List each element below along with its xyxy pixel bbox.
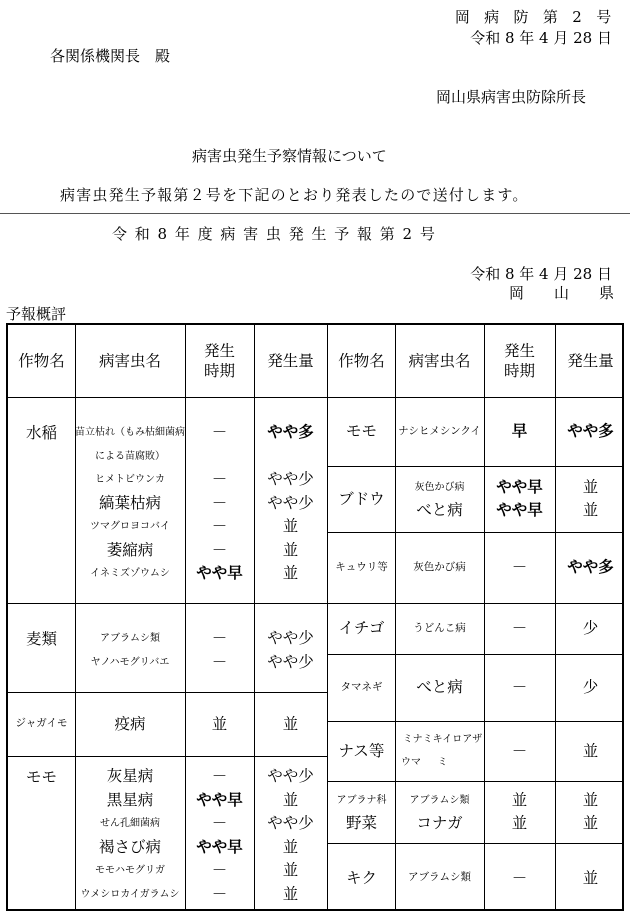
header-pest: 病害虫名 bbox=[98, 351, 161, 370]
timing-value: － bbox=[511, 619, 528, 638]
forecast-table bbox=[6, 323, 624, 911]
amount-value: 並 bbox=[582, 790, 599, 809]
body-text: 病害虫発生予報第２号を下記のとおり発表したので送付します。 bbox=[60, 186, 529, 204]
timing-value: － bbox=[511, 558, 528, 577]
amount-value: 並 bbox=[582, 741, 599, 760]
crop-name: 麦類 bbox=[25, 630, 57, 648]
timing-value: － bbox=[211, 470, 228, 488]
subject: 病害虫発生予察情報について bbox=[192, 147, 387, 165]
crop-name: キク bbox=[345, 868, 377, 887]
amount-value: 並 bbox=[282, 790, 299, 809]
crop-name bbox=[328, 781, 395, 843]
pest-name: 灰色かび病 bbox=[414, 481, 465, 493]
amount-value: 並 bbox=[282, 540, 299, 559]
header-timing bbox=[484, 325, 555, 397]
addressee: 各関係機関長 殿 bbox=[50, 47, 171, 65]
header-amount: 発生量 bbox=[567, 351, 614, 370]
amount-value: やや少 bbox=[267, 629, 314, 647]
timing-list bbox=[484, 781, 555, 843]
amount-value: 並 bbox=[582, 814, 599, 832]
crop-name-line2: 野菜 bbox=[345, 814, 377, 832]
timing-list bbox=[185, 627, 254, 674]
pest-name: 灰星病 bbox=[106, 767, 154, 785]
timing-value: － bbox=[211, 884, 228, 903]
amount-value: 並 bbox=[282, 517, 299, 535]
amount-value: 並 bbox=[582, 477, 599, 496]
pest-list bbox=[75, 765, 185, 906]
timing-value: 並 bbox=[511, 814, 528, 832]
pest-list bbox=[395, 466, 484, 532]
pest-list bbox=[395, 721, 484, 781]
timing-value: 早 bbox=[511, 422, 528, 441]
pest-name: ヤノハモグリバエ bbox=[90, 656, 170, 668]
section-title: 予報概評 bbox=[6, 305, 67, 323]
amount-value: やや少 bbox=[267, 493, 314, 512]
header-timing-line1: 発生 bbox=[503, 341, 535, 360]
amount-value: やや多 bbox=[267, 423, 314, 441]
pest-name: 黒星病 bbox=[106, 790, 154, 809]
pest-name: 萎縮病 bbox=[106, 540, 154, 559]
pest-name: べと病 bbox=[416, 678, 463, 697]
timing-value: 並 bbox=[211, 714, 228, 733]
pest-name: 褐さび病 bbox=[98, 837, 161, 856]
amount-value: やや少 bbox=[267, 767, 314, 785]
crop-name: イチゴ bbox=[338, 619, 385, 638]
amount-list bbox=[254, 627, 327, 674]
pest-name: ナシヒメシンクイ bbox=[398, 424, 481, 437]
timing-value: やや早 bbox=[196, 790, 243, 809]
timing-list bbox=[185, 765, 254, 906]
header-timing-line1: 発生 bbox=[203, 341, 235, 360]
crop-name: ジャガイモ bbox=[15, 717, 68, 730]
amount-value: 並 bbox=[282, 861, 299, 879]
amount-list bbox=[254, 421, 327, 586]
header-timing bbox=[185, 325, 254, 397]
header-timing-line2: 時期 bbox=[203, 362, 235, 380]
amount-value: 並 bbox=[282, 564, 299, 582]
sender: 岡山県病害虫防除所長 bbox=[435, 88, 586, 106]
pest-name: ミナミキイロアザミ bbox=[402, 733, 483, 768]
crop-name: ナス等 bbox=[338, 741, 385, 760]
amount-list bbox=[254, 765, 327, 906]
header-crop: 作物名 bbox=[18, 351, 65, 370]
timing-list bbox=[185, 421, 254, 586]
crop-name: 水稲 bbox=[25, 424, 57, 442]
pest-list bbox=[395, 781, 484, 843]
timing-value: やや早 bbox=[196, 837, 243, 856]
pest-name-cont: による苗腐敗） bbox=[95, 450, 165, 462]
pest-name: せん孔細菌病 bbox=[100, 818, 160, 829]
document-number: 岡 病 防 第 2 号 bbox=[454, 8, 616, 26]
pest-name: べと病 bbox=[416, 501, 463, 519]
amount-value: 並 bbox=[282, 837, 299, 856]
timing-value: － bbox=[211, 423, 228, 441]
crop-name: モモ bbox=[25, 768, 57, 786]
pest-name-cont: ウマ bbox=[401, 757, 421, 768]
pest-name: ツマグロヨコバイ bbox=[90, 521, 170, 532]
amount-value: やや多 bbox=[567, 422, 614, 441]
amount-value: やや多 bbox=[567, 558, 614, 577]
timing-value: － bbox=[211, 540, 228, 559]
amount-value: やや少 bbox=[267, 814, 314, 832]
timing-value: － bbox=[211, 861, 228, 879]
pest-name: ヒメトビウンカ bbox=[95, 474, 165, 485]
amount-value: 並 bbox=[282, 714, 299, 733]
timing-list bbox=[484, 466, 555, 532]
crop-name: キュウリ等 bbox=[335, 560, 388, 573]
timing-value: － bbox=[211, 652, 228, 671]
pest-list bbox=[75, 627, 185, 674]
timing-value: － bbox=[211, 814, 228, 832]
timing-value: － bbox=[511, 868, 528, 887]
amount-value: 少 bbox=[582, 619, 599, 638]
timing-value: － bbox=[211, 517, 228, 535]
crop-name: タマネギ bbox=[340, 680, 383, 693]
amount-list bbox=[555, 781, 624, 843]
header-timing-line2: 時期 bbox=[503, 362, 535, 380]
pest-name: 縞葉枯病 bbox=[98, 493, 161, 512]
report-date: 令和 8 年 4 月 28 日 bbox=[470, 265, 612, 283]
amount-value: やや少 bbox=[267, 470, 314, 488]
row-divider bbox=[8, 603, 328, 604]
separator-line bbox=[0, 213, 630, 214]
row-divider bbox=[8, 756, 328, 757]
timing-value: － bbox=[211, 767, 228, 785]
crop-name-line1: アブラナ科 bbox=[336, 794, 387, 806]
pest-name: イネミズゾウムシ bbox=[90, 568, 170, 579]
pest-name: モモハモグリガ bbox=[95, 865, 165, 876]
amount-value: 並 bbox=[582, 868, 599, 887]
header-amount: 発生量 bbox=[267, 351, 314, 370]
amount-value: 並 bbox=[282, 884, 299, 903]
pest-name: アブラムシ類 bbox=[100, 633, 160, 644]
amount-value: 少 bbox=[582, 678, 599, 697]
pest-name: うどんこ病 bbox=[413, 621, 466, 634]
timing-value: － bbox=[511, 741, 528, 760]
pest-name: ウメシロカイガラムシ bbox=[80, 888, 180, 900]
header-crop: 作物名 bbox=[338, 351, 385, 370]
timing-value: やや早 bbox=[496, 477, 543, 496]
report-issuer: 岡 山 県 bbox=[508, 284, 614, 302]
pest-name: 疫病 bbox=[114, 714, 146, 733]
report-title: 令 和 8 年 度 病 害 虫 発 生 予 報 第 2 号 bbox=[112, 225, 437, 243]
pest-name: 灰色かび病 bbox=[413, 560, 466, 573]
pest-name: アブラムシ類 bbox=[409, 794, 470, 806]
timing-value: やや早 bbox=[196, 564, 243, 582]
header-pest: 病害虫名 bbox=[408, 351, 471, 370]
pest-list bbox=[75, 421, 185, 586]
pest-name: コナガ bbox=[416, 814, 463, 832]
amount-list bbox=[555, 466, 624, 532]
pest-name: 苗立枯れ（もみ枯細菌病 bbox=[75, 427, 185, 438]
amount-value: やや少 bbox=[267, 652, 314, 671]
timing-value: 並 bbox=[511, 790, 528, 809]
timing-value: － bbox=[511, 678, 528, 697]
crop-name: ブドウ bbox=[338, 489, 385, 508]
timing-value: － bbox=[211, 493, 228, 512]
timing-value: やや早 bbox=[496, 501, 543, 519]
pest-name: アブラムシ類 bbox=[408, 871, 471, 884]
document-date: 令和 8 年 4 月 28 日 bbox=[470, 29, 612, 47]
crop-name: モモ bbox=[345, 422, 377, 441]
amount-value: 並 bbox=[582, 501, 599, 519]
timing-value: － bbox=[211, 629, 228, 647]
